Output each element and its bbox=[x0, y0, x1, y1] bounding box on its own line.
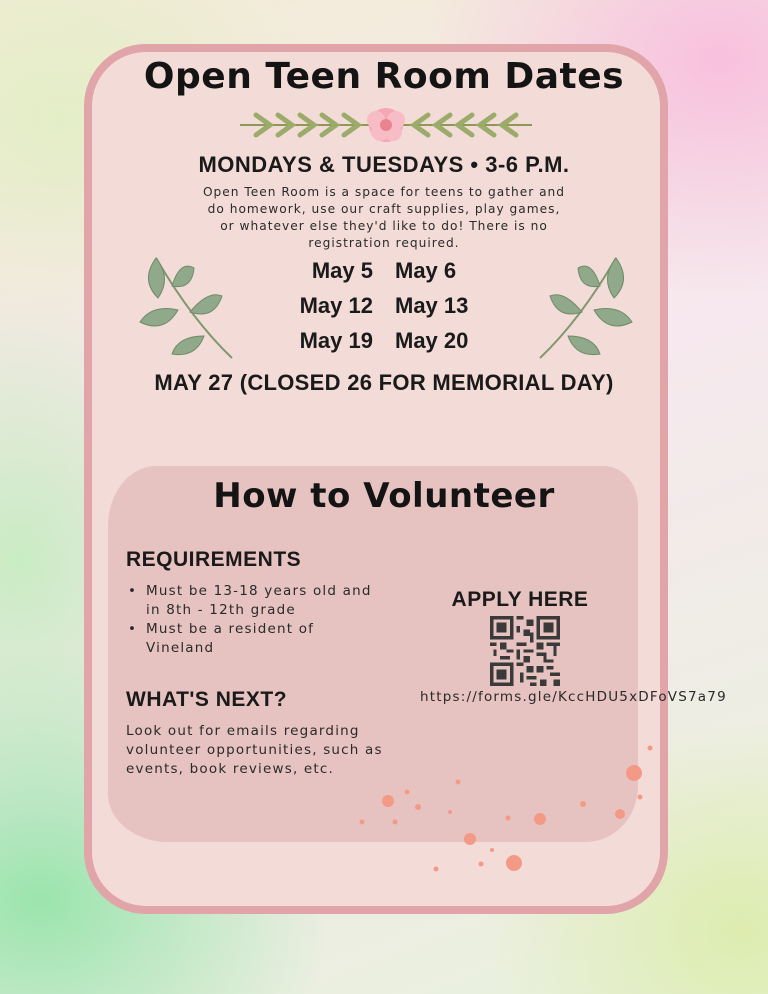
list-item: • Must be 13-18 years old and in 8th - 12th grade bbox=[126, 582, 386, 620]
date-row bbox=[284, 293, 484, 328]
page-title: Open Teen Room Dates bbox=[143, 56, 625, 97]
date-row bbox=[284, 328, 484, 363]
date-item: May 20 bbox=[395, 328, 469, 353]
leaf-branch-icon bbox=[132, 250, 242, 362]
paint-splatter-icon bbox=[350, 740, 660, 880]
requirements-heading: REQUIREMENTS bbox=[126, 548, 302, 571]
apply-heading: APPLY HERE bbox=[451, 588, 589, 611]
date-item: May 5 bbox=[311, 258, 373, 283]
flower-icon bbox=[367, 108, 405, 142]
requirements-list bbox=[126, 582, 386, 658]
next-text: Look out for emails regarding volunteer opportunities, such as events, book reviews, etc. bbox=[126, 723, 383, 777]
date-item: May 6 bbox=[395, 258, 457, 283]
volunteer-title: How to Volunteer bbox=[213, 476, 555, 516]
leaf-garland-icon bbox=[236, 104, 536, 146]
next-heading: WHAT'S NEXT? bbox=[126, 688, 288, 711]
schedule-text: MONDAYS & TUESDAYS • 3-6 P.M. bbox=[198, 152, 570, 177]
closed-note: MAY 27 (CLOSED 26 FOR MEMORIAL DAY) bbox=[154, 370, 614, 395]
date-item: May 12 bbox=[299, 293, 373, 318]
date-item: May 19 bbox=[299, 328, 373, 353]
apply-link[interactable]: https://forms.gle/KccHDU5xDFoVS7a79 bbox=[420, 689, 727, 705]
dates-list bbox=[284, 258, 484, 363]
date-row bbox=[284, 258, 484, 293]
date-item: May 13 bbox=[395, 293, 469, 318]
list-item: • Must be a resident of Vineland bbox=[126, 620, 386, 658]
leaf-branch-icon bbox=[530, 250, 640, 362]
description-text: Open Teen Room is a space for teens to gather and do homework, use our craft supplies, play games, or whatever else they'd like to do! There is no registration required. bbox=[202, 185, 566, 250]
qr-code-icon[interactable] bbox=[490, 616, 560, 686]
